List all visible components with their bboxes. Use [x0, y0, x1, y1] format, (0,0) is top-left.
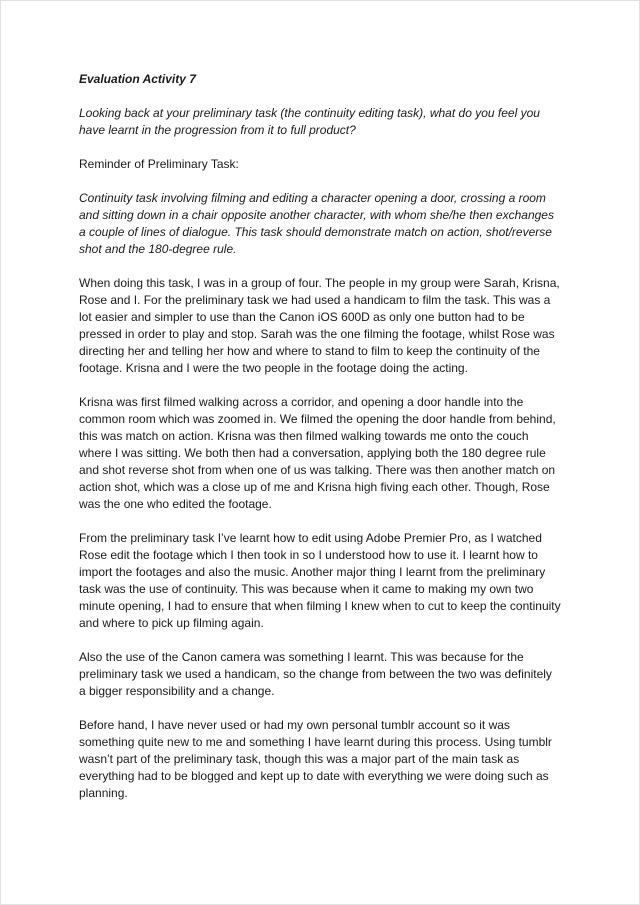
document-paragraph-tumblr: Before hand, I have never used or had my own personal tumblr account so it was something quite new to me and something I have learnt during this process. Using tumblr wasn’t part of the preliminary task, though this was a major part of the main task as everything had to be blogged and kept up to date with everything we were doing such as planning.: [79, 718, 552, 800]
document-paragraph-group: When doing this task, I was in a group of four. The people in my group were Sarah, Krisna, Rose and I. For the preliminary task we had used a handicam to film the task. This was a lot easier and simpler to use than the Canon iOS 600D as only one button had to be pressed in order to play and stop. Sarah was the one filming the footage, whilst Rose was directing her and telling her how and where to stand to film to keep the continuity of the footage. Krisna and I were the two people in the footage doing the acting.: [79, 276, 560, 375]
document-paragraph-task-description: Continuity task involving filming and editing a character opening a door, crossing a room and sitting down in a chair opposite another character, with whom she/he then exchanges a couple of lines of dialogue. This task should demonstrate match on action, shot/reverse shot and the 180-degree rule.: [79, 191, 554, 256]
document-paragraph-prompt: Looking back at your preliminary task (the continuity editing task), what do you feel you have learnt in the progression from it to full product?: [79, 106, 540, 137]
document-paragraph-filming: Krisna was first filmed walking across a corridor, and opening a door handle into the common room which was zoomed in. We filmed the opening the door handle from behind, this was match on action. Krisna was then filmed walking towards me onto the couch where I was sitting. We both then had a conversation, applying both the 180 degree rule and shot reverse shot from when one of us was talking. There was then another match on action shot, which was a close up of me and Krisna high fiving each other. Though, Rose was the one who edited the footage.: [79, 395, 556, 511]
document-paragraph-camera: Also the use of the Canon camera was something I learnt. This was because for the preliminary task we used a handicam, so the change from between the two was definitely a bigger responsibility and a change.: [79, 650, 552, 698]
document-paragraph-reminder-heading: Reminder of Preliminary Task:: [79, 157, 239, 171]
document-paragraph-editing-learnings: From the preliminary task I’ve learnt how to edit using Adobe Premier Pro, as I watched Rose edit the footage which I then took in so I understood how to use it. I learnt how to import the footages and also the music. Another major thing I learnt from the preliminary task was the use of continuity. This was because when it came to making my own two minute opening, I had to ensure that when filming I knew when to cut to keep the continuity and where to pick up filming again.: [79, 531, 561, 630]
document-title: Evaluation Activity 7: [79, 72, 196, 86]
